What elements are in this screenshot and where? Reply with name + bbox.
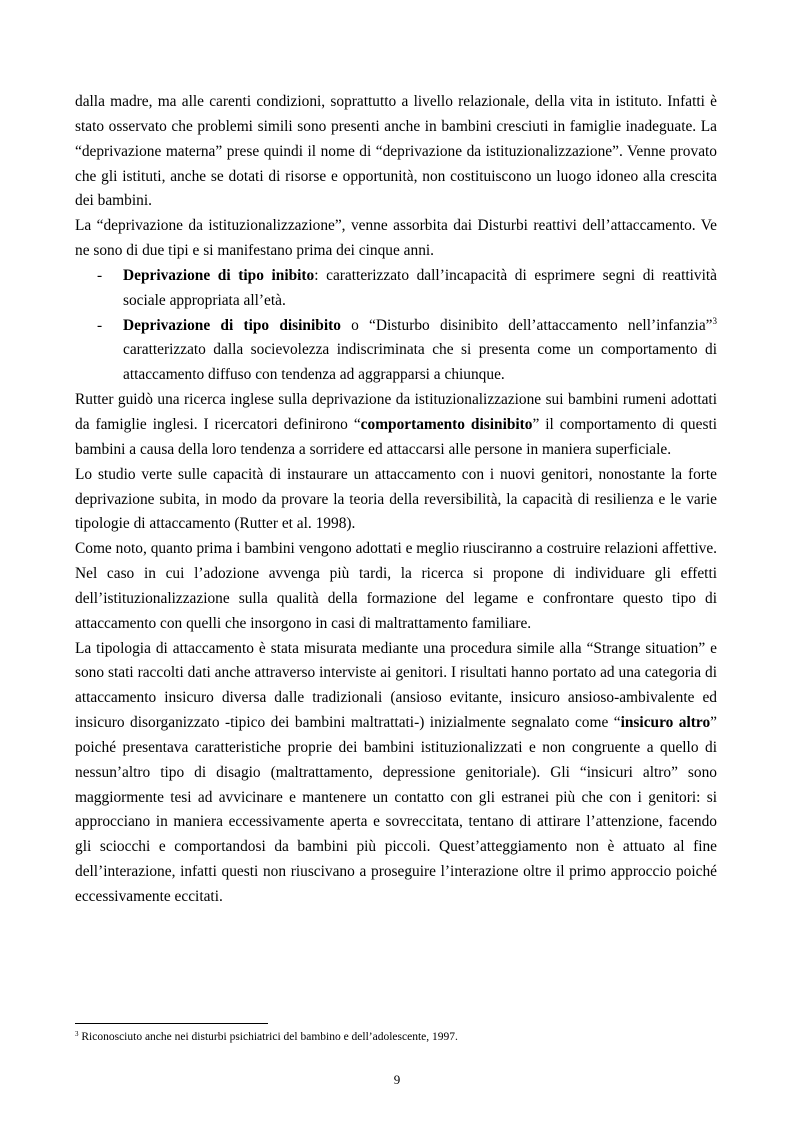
paragraph-3-text: ” il comportamento di questi bambini a causa della loro tendenza a sorridere ed attaccarsi alle persone in maniera superficiale.	[75, 415, 717, 458]
footnote-divider	[75, 1023, 268, 1024]
footnote-ref: 3	[712, 315, 717, 326]
term-disinhibited: Deprivazione di tipo disinibito	[123, 316, 341, 334]
paragraph-3-text: Rutter guidò una ricerca inglese sulla deprivazione da istituzionalizzazione sui bambini rumeni adottati da famiglie inglesi. I ricercatori definirono “	[75, 391, 717, 433]
list-item-inhibited	[75, 264, 717, 314]
paragraph-6-text: La tipologia di attaccamento è stata misurata mediante una procedura simile alla “Strange situation” e sono stati raccolti dati anche attraverso interviste ai genitori. I risultati hanno portato ad una categoria di attaccamento insicuro diversa dalle tradizionali (ansioso evitante, insicuro ansioso-ambivalente ed insicuro disorganizzato -tipico dei bambini maltrattati-) inizialmente segnalato come “	[75, 639, 717, 732]
paragraph-6	[75, 637, 717, 910]
list-dash: -	[97, 316, 103, 334]
paragraph-3	[75, 388, 717, 463]
term-inhibited: Deprivazione di tipo inibito	[123, 266, 315, 284]
list-dash: -	[97, 266, 103, 284]
paragraph-1: dalla madre, ma alle carenti condizioni, soprattutto a livello relazionale, della vita in istituto. Infatti è stato osservato che problemi simili sono presenti anche in bambini cresciuti in famiglie inadeguate. La “deprivazione materna” prese quindi il nome di “deprivazione da istituzionalizzazione”. Venne provato che gli istituti, anche se dotati di risorse e opportunità, non costituiscono un luogo idoneo alla crescita dei bambini.	[75, 93, 717, 210]
list-item-text: o “Disturbo disinibito dell’attaccamento nell’infanzia”	[340, 316, 713, 334]
paragraph-6-text: ” poiché presentava caratteristiche proprie dei bambini istituzionalizzati e non congruente a quello di nessun’altro tipo di disagio (maltrattamento, depressione genitoriale). Gli “insicuri altro” sono maggiormente tesi ad avvicinare e mantenere un contatto con gli estranei più che con i genitori: si approcciano in maniera eccessivamente aperta e sovreccitata, tentano di attirare l’attenzione, facendo gli sciocchi e comportandosi da bambini più piccoli. Quest’atteggiamento non è attuato al fine dell’interazione, infatti questi non riuscivano a proseguire l’interazione oltre il primo approccio poiché eccessivamente eccitati.	[75, 714, 717, 905]
footnote-number: 3	[75, 1030, 79, 1038]
paragraph-2: La “deprivazione da istituzionalizzazione”, venne assorbita dai Disturbi reattivi dell’attaccamento. Ve ne sono di due tipi e si manifestano prima dei cinque anni.	[75, 217, 717, 260]
footnote-text: Riconosciuto anche nei disturbi psichiatrici del bambino e dell’adolescente, 1997.	[78, 1031, 458, 1043]
term-disinhibited-behavior: comportamento disinibito	[360, 415, 533, 433]
list-item-text: caratterizzato dalla socievolezza indiscriminata che si presenta come un comportamento di attaccamento diffuso con tendenza ad aggrapparsi a chiunque.	[123, 341, 717, 384]
deprivation-types-list	[75, 264, 717, 388]
term-insecure-other: insicuro altro	[620, 714, 711, 732]
footnote	[75, 1030, 458, 1044]
list-item-text: : caratterizzato dall’incapacità di esprimere segni di reattività sociale appropriata all’età.	[123, 266, 717, 309]
paragraph-5: Come noto, quanto prima i bambini vengono adottati e meglio riusciranno a costruire relazioni affettive. Nel caso in cui l’adozione avvenga più tardi, la ricerca si propone di individuare gli effetti dell’istituzionalizzazione sulla qualità della formazione del legame e confrontare questo tipo di attaccamento con quelli che insorgono in casi di maltrattamento familiare.	[75, 540, 717, 632]
page-number: 9	[393, 1072, 401, 1087]
paragraph-4: Lo studio verte sulle capacità di instaurare un attaccamento con i nuovi genitori, nonostante la forte deprivazione subita, in modo da provare la teoria della reversibilità, la capacità di resilienza e le varie tipologie di attaccamento (Rutter et al. 1998).	[75, 465, 717, 533]
body-text	[75, 90, 717, 910]
list-item-disinhibited	[75, 314, 717, 389]
